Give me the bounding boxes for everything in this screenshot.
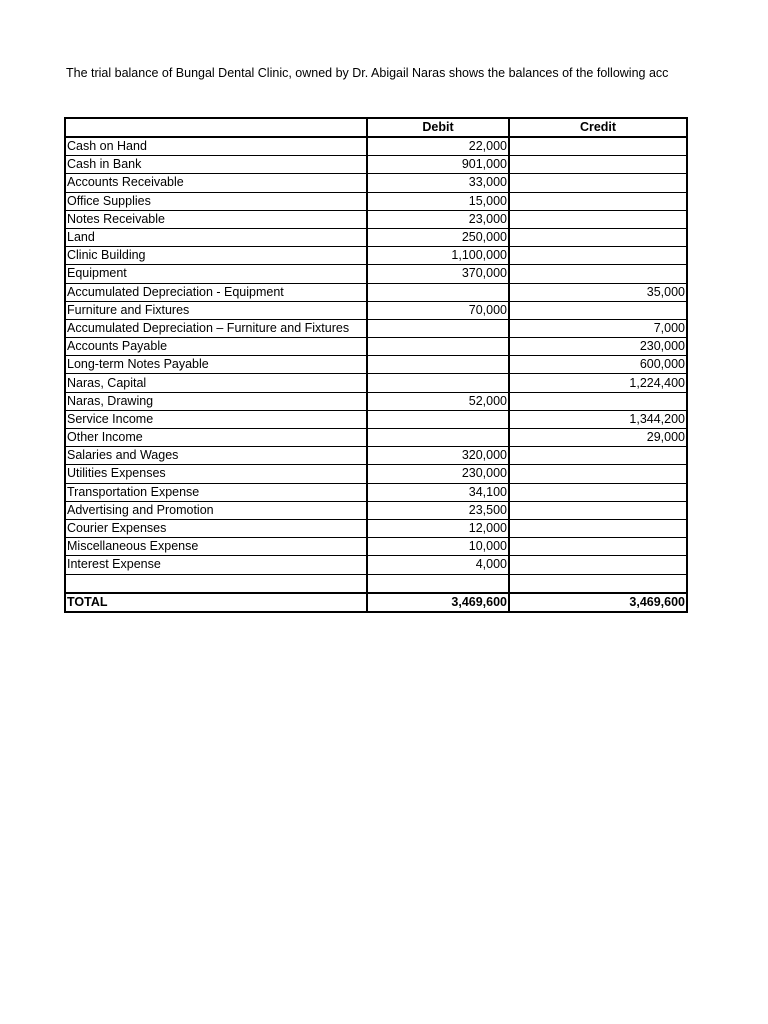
table-row (65, 156, 687, 174)
credit-cell: 600,000 (509, 356, 687, 374)
account-cell: Furniture and Fixtures (65, 301, 367, 319)
table-row (65, 247, 687, 265)
table-row (65, 519, 687, 537)
table-row (65, 228, 687, 246)
debit-cell: 250,000 (367, 228, 509, 246)
table-row (65, 356, 687, 374)
credit-cell: 230,000 (509, 338, 687, 356)
debit-cell: 901,000 (367, 156, 509, 174)
table-row (65, 538, 687, 556)
credit-cell (509, 483, 687, 501)
account-cell: Land (65, 228, 367, 246)
debit-cell (367, 410, 509, 428)
debit-cell: 23,500 (367, 501, 509, 519)
account-cell: Clinic Building (65, 247, 367, 265)
account-cell: Salaries and Wages (65, 447, 367, 465)
credit-cell (509, 301, 687, 319)
credit-cell (509, 556, 687, 574)
trial-balance-table (64, 117, 688, 613)
account-cell: Accumulated Depreciation - Equipment (65, 283, 367, 301)
account-cell: Naras, Capital (65, 374, 367, 392)
total-label: TOTAL (65, 593, 367, 612)
account-cell: Utilities Expenses (65, 465, 367, 483)
debit-cell (367, 356, 509, 374)
debit-cell: 370,000 (367, 265, 509, 283)
account-cell: Accounts Receivable (65, 174, 367, 192)
table-row (65, 319, 687, 337)
table-row (65, 301, 687, 319)
account-cell: Other Income (65, 429, 367, 447)
blank-cell (367, 574, 509, 593)
account-cell: Naras, Drawing (65, 392, 367, 410)
account-cell: Accumulated Depreciation – Furniture and Fixtures (65, 319, 367, 337)
table-row (65, 265, 687, 283)
table-row (65, 392, 687, 410)
account-cell: Cash on Hand (65, 137, 367, 156)
credit-cell: 1,224,400 (509, 374, 687, 392)
debit-cell (367, 319, 509, 337)
table-row (65, 429, 687, 447)
total-row (65, 593, 687, 612)
debit-cell: 33,000 (367, 174, 509, 192)
intro-text: The trial balance of Bungal Dental Clinic, owned by Dr. Abigail Naras shows the balances of the following acc (66, 66, 669, 80)
debit-cell: 1,100,000 (367, 247, 509, 265)
table-row (65, 465, 687, 483)
debit-cell: 4,000 (367, 556, 509, 574)
table-row (65, 410, 687, 428)
credit-cell: 1,344,200 (509, 410, 687, 428)
table-row (65, 501, 687, 519)
credit-cell: 7,000 (509, 319, 687, 337)
account-cell: Transportation Expense (65, 483, 367, 501)
table-row (65, 338, 687, 356)
table-header-row (65, 118, 687, 137)
table-row (65, 447, 687, 465)
table-row (65, 483, 687, 501)
debit-cell: 12,000 (367, 519, 509, 537)
account-cell: Interest Expense (65, 556, 367, 574)
account-cell: Miscellaneous Expense (65, 538, 367, 556)
credit-cell (509, 538, 687, 556)
credit-cell (509, 228, 687, 246)
table-row (65, 374, 687, 392)
account-cell: Office Supplies (65, 192, 367, 210)
credit-cell (509, 501, 687, 519)
blank-row (65, 574, 687, 593)
account-cell: Advertising and Promotion (65, 501, 367, 519)
credit-cell (509, 210, 687, 228)
account-cell: Equipment (65, 265, 367, 283)
account-cell: Cash in Bank (65, 156, 367, 174)
account-cell: Long-term Notes Payable (65, 356, 367, 374)
debit-cell: 52,000 (367, 392, 509, 410)
debit-cell (367, 338, 509, 356)
credit-cell (509, 137, 687, 156)
table-row (65, 192, 687, 210)
credit-cell (509, 265, 687, 283)
debit-cell (367, 374, 509, 392)
table-row (65, 556, 687, 574)
table-row (65, 283, 687, 301)
debit-cell: 34,100 (367, 483, 509, 501)
debit-cell: 320,000 (367, 447, 509, 465)
debit-cell: 70,000 (367, 301, 509, 319)
account-cell: Service Income (65, 410, 367, 428)
account-cell: Accounts Payable (65, 338, 367, 356)
total-credit: 3,469,600 (509, 593, 687, 612)
credit-cell (509, 465, 687, 483)
total-debit: 3,469,600 (367, 593, 509, 612)
debit-cell (367, 429, 509, 447)
table-row (65, 174, 687, 192)
account-cell: Notes Receivable (65, 210, 367, 228)
credit-cell (509, 192, 687, 210)
debit-cell: 230,000 (367, 465, 509, 483)
table-body (65, 137, 687, 574)
credit-cell (509, 392, 687, 410)
blank-cell (65, 574, 367, 593)
debit-cell: 23,000 (367, 210, 509, 228)
account-cell: Courier Expenses (65, 519, 367, 537)
header-credit: Credit (509, 118, 687, 137)
table-row (65, 210, 687, 228)
header-debit: Debit (367, 118, 509, 137)
debit-cell: 15,000 (367, 192, 509, 210)
credit-cell (509, 519, 687, 537)
blank-cell (509, 574, 687, 593)
credit-cell (509, 156, 687, 174)
credit-cell (509, 174, 687, 192)
debit-cell (367, 283, 509, 301)
credit-cell (509, 247, 687, 265)
credit-cell: 35,000 (509, 283, 687, 301)
credit-cell: 29,000 (509, 429, 687, 447)
header-account (65, 118, 367, 137)
credit-cell (509, 447, 687, 465)
table-row (65, 137, 687, 156)
debit-cell: 22,000 (367, 137, 509, 156)
debit-cell: 10,000 (367, 538, 509, 556)
